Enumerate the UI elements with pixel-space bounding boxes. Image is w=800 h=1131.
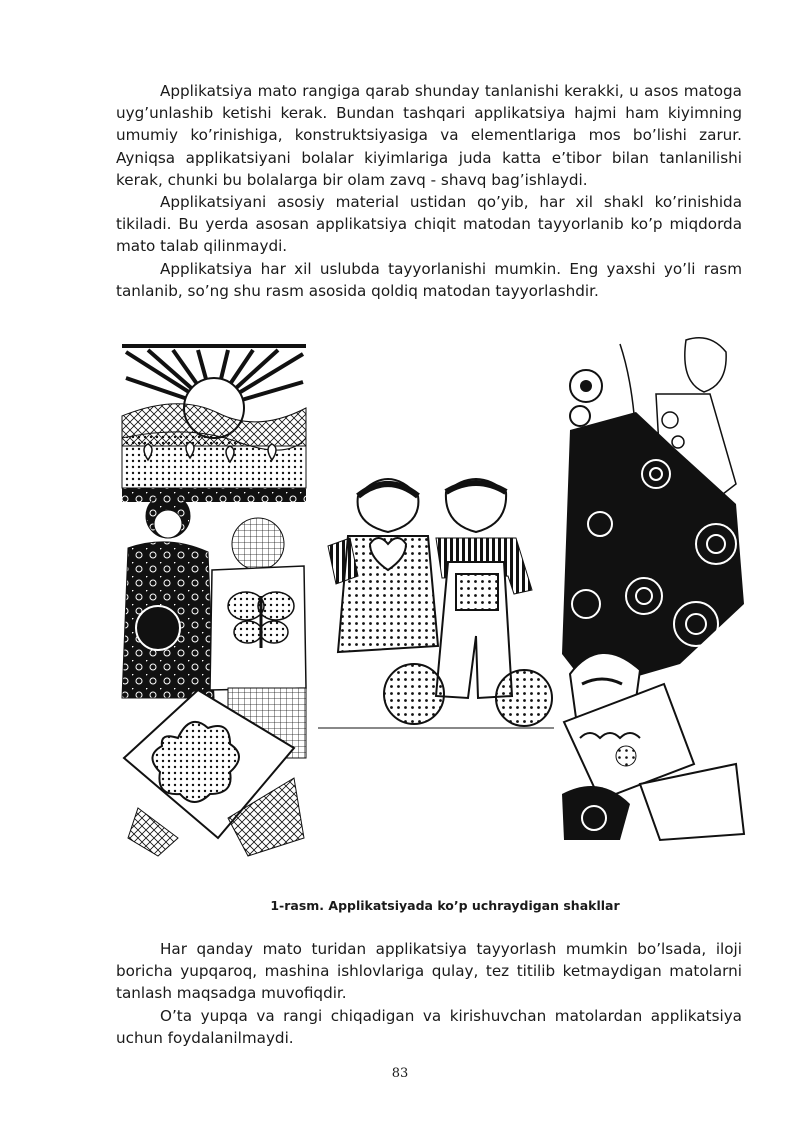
- page-number: 83: [391, 1066, 409, 1081]
- floral-dress-bags-illustration: [560, 334, 746, 844]
- paragraph-4: Har qanday mato turidan applikatsiya tayyorlash mumkin bo’lsada, iloji boricha yupqaroq, mashina ishlovlariga qulay, tez titilib ketmaydigan matolarni tanlash maqsadga muvofiqdir.: [116, 940, 742, 1003]
- figure-caption-text: 1-rasm. Applikatsiyada ko’p uchraydigan shakllar: [270, 898, 620, 913]
- paragraph-5: O’ta yupqa va rangi chiqadigan va kirishuvchan matolardan applikatsiya uchun foydalanilmaydi.: [116, 1007, 742, 1048]
- sunset-tulip-applique-illustration: [118, 338, 308, 858]
- paragraph-2: Applikatsiyani asosiy material ustidan qo’yib, har xil shakl ko’rinishida tikiladi. Bu yerda asosan applikatsiya chiqit matodan tayyorlanib ko’p miqdorda mato talab qilinmaydi.: [116, 193, 742, 256]
- figure-caption: [0, 898, 800, 913]
- paragraph-3: Applikatsiya har xil uslubda tayyorlanishi mumkin. Eng yaxshi yo’li rasm tanlanib, so’ng shu rasm asosida qoldiq matodan tayyorlashdir.: [116, 260, 742, 301]
- paragraph-1: Applikatsiya mato rangiga qarab shunday tanlanishi kerakki, u asos matoga uyg’unlashib ketishi kerak. Bundan tashqari applikatsiya hajmi ham kiyimning umumiy ko’rinishiga, konstruktsiyasiga va elementlariga mos bo’lishi zarur. Ayniqsa applikatsiyani bolalar kiyimlariga juda katta e’tibor bilan tanlanilishi kerak, chunki bu bolalarga bir olam zavq - shavq bag’ishlaydi.: [116, 82, 742, 189]
- children-applique-illustration: [318, 466, 554, 736]
